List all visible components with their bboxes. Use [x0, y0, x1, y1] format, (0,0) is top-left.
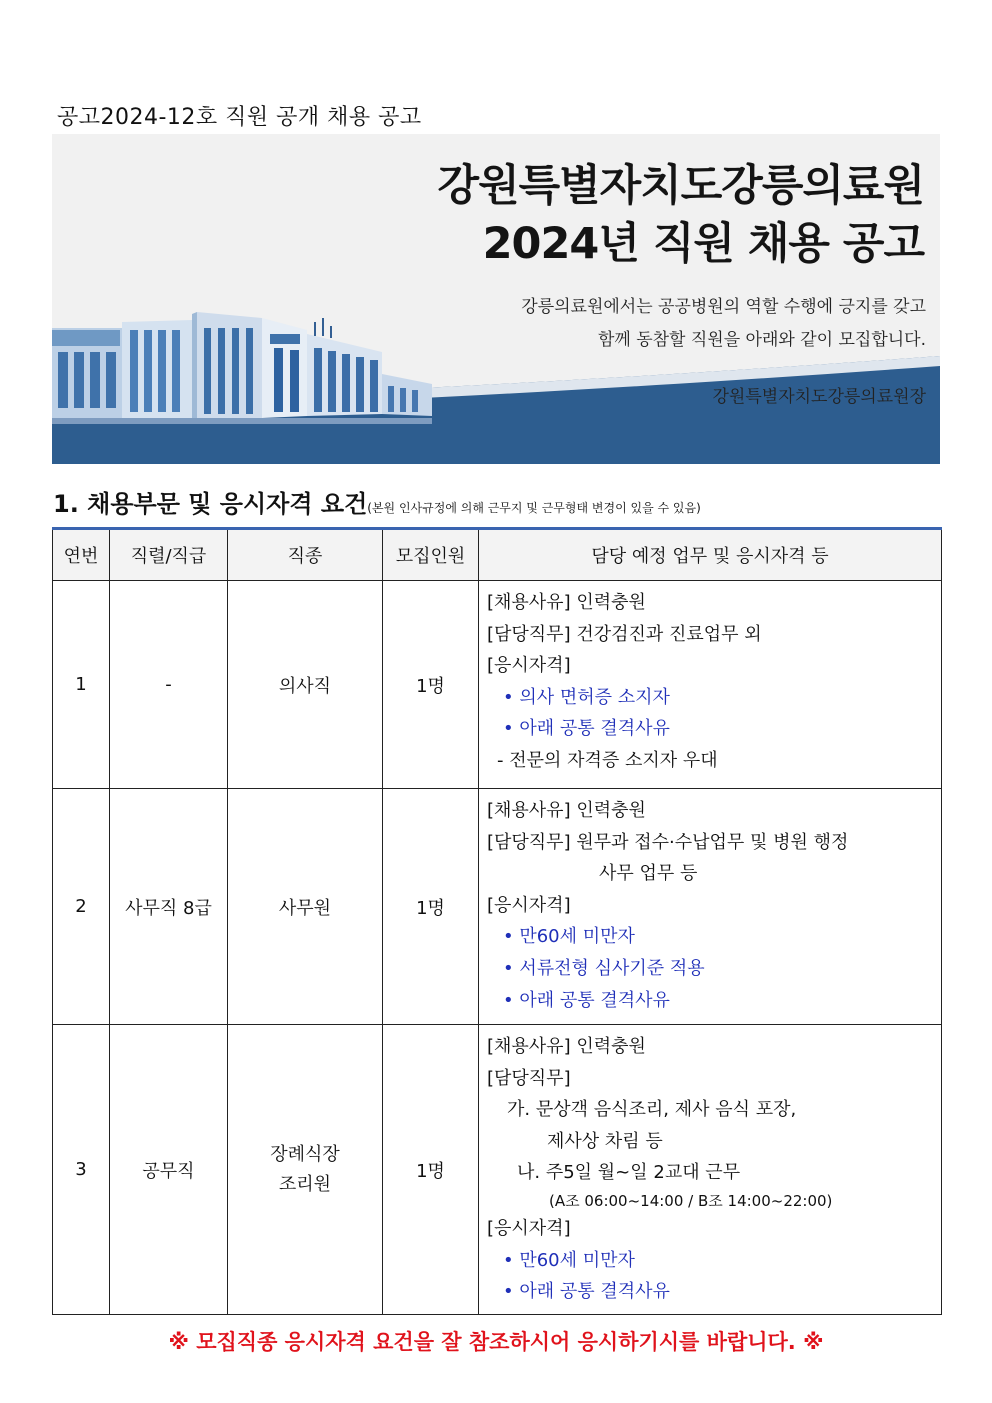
qualification-item: • 아래 공통 결격사유: [503, 718, 670, 740]
cell-grade: 사무직 8급: [110, 789, 228, 1025]
banner-title-organization: 강원특별자치도강릉의료원: [437, 161, 924, 211]
qualification-item: • 아래 공통 결격사유: [503, 1281, 670, 1303]
duty-line: [담당직무] 건강검진과 진료업무 외: [487, 623, 762, 645]
cell-grade: 공무직: [110, 1025, 228, 1315]
header-banner: [52, 134, 940, 464]
duty-line: [채용사유] 인력충원: [487, 1036, 646, 1057]
preference-item: - 전문의 자격증 소지자 우대: [497, 749, 718, 771]
duty-line: [채용사유] 인력충원: [487, 592, 646, 613]
banner-title-recruitment: 2024년 직원 채용 공고: [482, 219, 924, 269]
table-header-row: [53, 529, 942, 581]
footer-notice: ※ 모집직종 응시자격 요건을 잘 참조하시어 응시하기시를 바랍니다. ※: [168, 1330, 824, 1354]
shift-times: (A조 06:00~14:00 / B조 14:00~22:00): [549, 1191, 833, 1210]
duty-line: [응시자격]: [487, 655, 571, 677]
section-note: (본원 인사규정에 의해 근무지 및 근무형태 변경이 있을 수 있음): [367, 501, 701, 515]
recruitment-table: [52, 527, 942, 1315]
header-grade: 직렬/직급: [110, 529, 228, 581]
table-row: [53, 1025, 942, 1315]
section-title: [53, 484, 701, 519]
qualification-item: • 서류전형 심사기준 적용: [503, 957, 705, 979]
banner-signature: 강원특별자치도강릉의료원장: [712, 387, 926, 407]
cell-no: 2: [53, 789, 110, 1025]
notice-number: 공고2024-12호 직원 공개 채용 공고: [57, 105, 422, 130]
duty-line: [담당직무] 원무과 접수·수납업무 및 병원 행정: [487, 831, 849, 853]
cell-job: 사무원: [228, 789, 383, 1025]
job-line: 조리원: [278, 1173, 332, 1195]
section-title-text: 1. 채용부문 및 응시자격 요건: [53, 490, 368, 518]
cell-job: 의사직: [228, 581, 383, 789]
duty-line: [담당직무]: [487, 1067, 571, 1089]
cell-grade: -: [110, 581, 228, 789]
duty-line: 사무 업무 등: [599, 863, 698, 885]
table-row: [53, 789, 942, 1025]
cell-no: 1: [53, 581, 110, 789]
cell-no: 3: [53, 1025, 110, 1315]
duty-line: [응시자격]: [487, 894, 571, 916]
header-no: 연번: [53, 529, 110, 581]
table-row: [53, 581, 942, 789]
duty-line: [응시자격]: [487, 1217, 571, 1239]
duty-line: [채용사유] 인력충원: [487, 800, 646, 821]
banner-intro-line-2: 함께 동참할 직원을 아래와 같이 모집합니다.: [597, 330, 926, 350]
qualification-item: • 아래 공통 결격사유: [503, 989, 670, 1011]
banner-intro-line-1: 강릉의료원에서는 공공병원의 역할 수행에 긍지를 갖고: [521, 297, 926, 317]
header-count: 모집인원: [383, 529, 479, 581]
qualification-item: • 만60세 미만자: [503, 926, 635, 948]
cell-duties: [479, 1025, 942, 1315]
cell-count: 1명: [383, 581, 479, 789]
duty-line: 나. 주5일 월~일 2교대 근무: [517, 1162, 741, 1184]
job-line: 장례식장: [270, 1143, 340, 1165]
header-job: 직종: [228, 529, 383, 581]
cell-job: [228, 1025, 383, 1315]
cell-count: 1명: [383, 789, 479, 1025]
qualification-item: • 의사 면허증 소지자: [503, 686, 670, 708]
qualification-item: • 만60세 미만자: [503, 1249, 635, 1271]
cell-duties: [479, 789, 942, 1025]
duty-line: 가. 문상객 음식조리, 제사 음식 포장,: [507, 1099, 797, 1121]
cell-count: 1명: [383, 1025, 479, 1315]
header-duties: 담당 예정 업무 및 응시자격 등: [479, 529, 942, 581]
cell-duties: [479, 581, 942, 789]
duty-line: 제사상 차림 등: [547, 1130, 663, 1152]
